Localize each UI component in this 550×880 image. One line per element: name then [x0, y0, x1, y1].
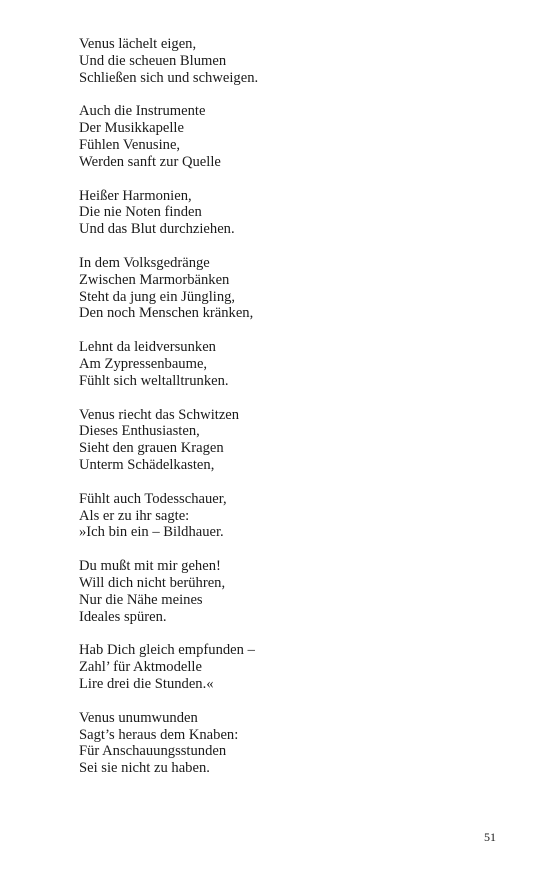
poem-line: Den noch Menschen kränken, [79, 305, 254, 322]
poem-line: Zwischen Marmorbänken [79, 271, 230, 288]
stanza-9 [79, 642, 499, 692]
poem-line: Fühlt sich weltalltrunken. [79, 372, 229, 389]
poem-line: Du mußt mit mir gehen! [79, 558, 221, 575]
poem-line: Heißer Harmonien, [79, 187, 192, 204]
stanza-7 [79, 491, 499, 541]
stanza-4 [79, 255, 499, 322]
poem-line: Unterm Schädelkasten, [79, 456, 215, 473]
poem-line: Am Zypressenbaume, [79, 355, 208, 372]
poem-line: Und die scheuen Blumen [79, 52, 227, 69]
poem-line: Venus riecht das Schwitzen [79, 406, 240, 423]
poem-line: Fühlen Venusine, [79, 136, 181, 153]
poem-line: Hab Dich gleich empfunden – [79, 642, 255, 659]
poem-line: Lire drei die Stunden.« [79, 675, 214, 692]
poem-line: Werden sanft zur Quelle [79, 153, 221, 170]
stanza-8 [79, 558, 499, 625]
poem-line: In dem Volksgedränge [79, 254, 210, 271]
stanza-5 [79, 339, 499, 389]
poem-line: Die nie Noten finden [79, 204, 202, 221]
poem-line: Der Musikkapelle [79, 120, 184, 137]
poem-line: Zahl’ für Aktmodelle [79, 659, 202, 676]
stanza-10 [79, 710, 499, 777]
poem-line: Als er zu ihr sagte: [79, 507, 190, 524]
stanza-2 [79, 103, 499, 170]
poem-line: Fühlt auch Todesschauer, [79, 490, 227, 507]
stanza-3 [79, 188, 499, 238]
poem-line: Ideales spüren. [79, 608, 167, 625]
poem-line: Nur die Nähe meines [79, 591, 203, 608]
poem-line: Sagt’s heraus dem Knaben: [79, 726, 239, 743]
poem-line: Lehnt da leidversunken [79, 339, 216, 356]
poem-line: Sei sie nicht zu haben. [79, 760, 210, 777]
poem-text [79, 36, 499, 794]
poem-line: Steht da jung ein Jüngling, [79, 288, 236, 305]
stanza-1 [79, 36, 499, 86]
poem-line: Venus unumwunden [79, 709, 198, 726]
stanza-6 [79, 407, 499, 474]
poem-line: Sieht den grauen Kragen [79, 440, 224, 457]
poem-line: Für Anschauungsstunden [79, 743, 227, 760]
poem-line: Schließen sich und schweigen. [79, 69, 259, 86]
poem-line: Und das Blut durchziehen. [79, 221, 235, 238]
poem-line: Dieses Enthusiasten, [79, 423, 200, 440]
poem-line: Auch die Instrumente [79, 103, 206, 120]
poem-line: Will dich nicht berühren, [79, 574, 226, 591]
poem-line: »Ich bin ein – Bildhauer. [79, 524, 224, 541]
poem-line: Venus lächelt eigen, [79, 36, 197, 52]
page-number: 51 [484, 830, 496, 844]
